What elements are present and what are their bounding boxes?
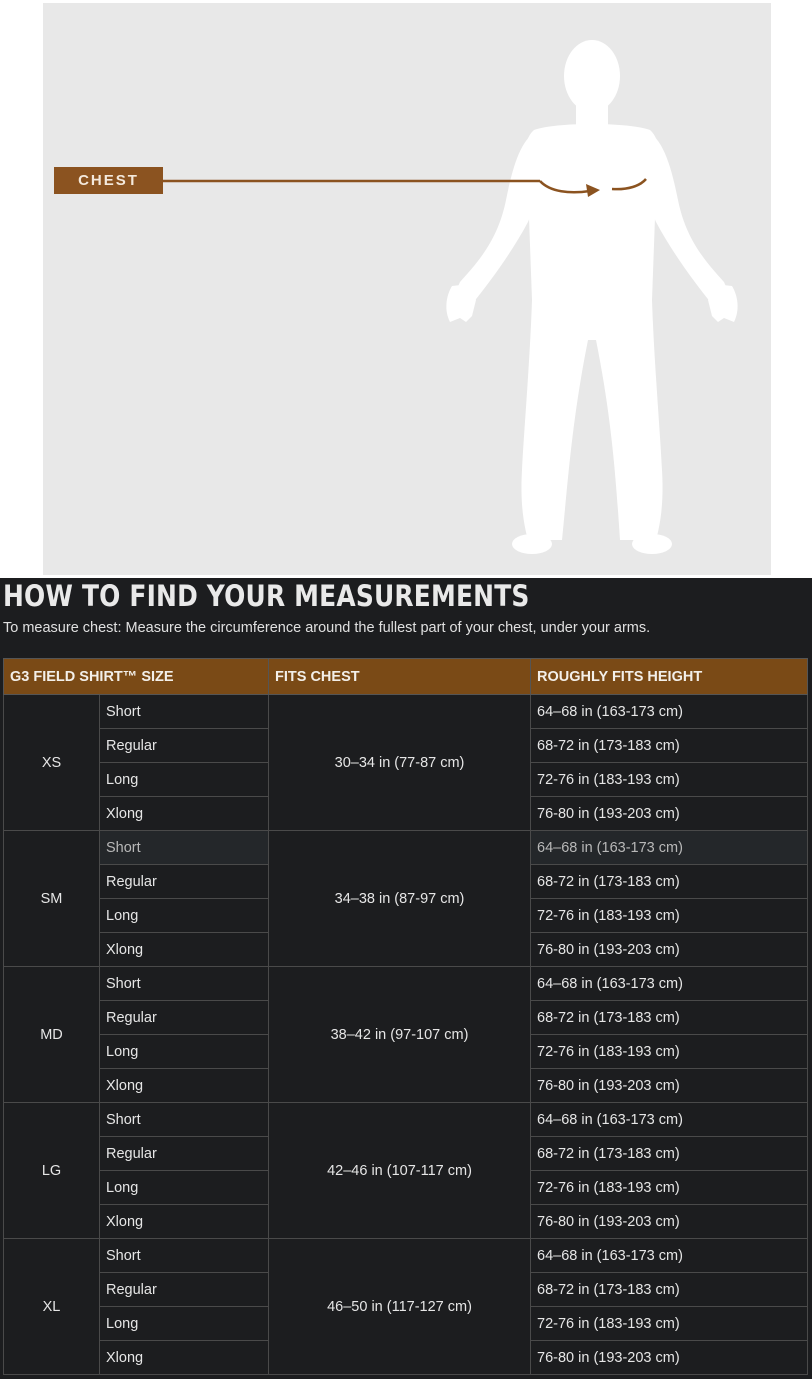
height-cell: 64–68 in (163-173 cm) bbox=[531, 1103, 808, 1137]
height-cell: 76-80 in (193-203 cm) bbox=[531, 933, 808, 967]
size-chart-body bbox=[4, 695, 808, 1375]
table-row bbox=[4, 1239, 808, 1273]
header-fits-height: ROUGHLY FITS HEIGHT bbox=[531, 659, 808, 695]
height-cell: 64–68 in (163-173 cm) bbox=[531, 831, 808, 865]
fit-cell: Short bbox=[100, 695, 269, 729]
size-cell: XS bbox=[4, 695, 100, 831]
height-cell: 72-76 in (183-193 cm) bbox=[531, 763, 808, 797]
chest-cell: 30–34 in (77-87 cm) bbox=[269, 695, 531, 831]
height-cell: 68-72 in (173-183 cm) bbox=[531, 1001, 808, 1035]
fit-cell: Long bbox=[100, 763, 269, 797]
size-cell: XL bbox=[4, 1239, 100, 1375]
size-chart-table bbox=[3, 658, 808, 1375]
fit-cell: Regular bbox=[100, 865, 269, 899]
height-cell: 64–68 in (163-173 cm) bbox=[531, 1239, 808, 1273]
height-cell: 72-76 in (183-193 cm) bbox=[531, 1307, 808, 1341]
table-row bbox=[4, 831, 808, 865]
height-cell: 64–68 in (163-173 cm) bbox=[531, 967, 808, 1001]
header-fits-chest: FITS CHEST bbox=[269, 659, 531, 695]
chest-cell: 46–50 in (117-127 cm) bbox=[269, 1239, 531, 1375]
measurement-illustration bbox=[0, 0, 812, 578]
height-cell: 68-72 in (173-183 cm) bbox=[531, 1137, 808, 1171]
chest-cell: 42–46 in (107-117 cm) bbox=[269, 1103, 531, 1239]
height-cell: 76-80 in (193-203 cm) bbox=[531, 1341, 808, 1375]
size-cell: SM bbox=[4, 831, 100, 967]
height-cell: 76-80 in (193-203 cm) bbox=[531, 797, 808, 831]
measurement-info-panel bbox=[0, 578, 812, 1379]
fit-cell: Short bbox=[100, 967, 269, 1001]
chest-cell: 34–38 in (87-97 cm) bbox=[269, 831, 531, 967]
table-row bbox=[4, 695, 808, 729]
fit-cell: Regular bbox=[100, 1273, 269, 1307]
fit-cell: Short bbox=[100, 1103, 269, 1137]
chest-label-tag: CHEST bbox=[54, 167, 163, 194]
size-cell: MD bbox=[4, 967, 100, 1103]
section-title: HOW TO FIND YOUR MEASUREMENTS bbox=[3, 579, 530, 613]
fit-cell: Long bbox=[100, 1171, 269, 1205]
header-size: G3 FIELD SHIRT™ SIZE bbox=[4, 659, 269, 695]
measure-description: To measure chest: Measure the circumference around the fullest part of your chest, under your arms. bbox=[3, 620, 651, 636]
fit-cell: Short bbox=[100, 831, 269, 865]
chest-cell: 38–42 in (97-107 cm) bbox=[269, 967, 531, 1103]
fit-cell: Xlong bbox=[100, 1341, 269, 1375]
height-cell: 64–68 in (163-173 cm) bbox=[531, 695, 808, 729]
fit-cell: Regular bbox=[100, 1137, 269, 1171]
fit-cell: Xlong bbox=[100, 797, 269, 831]
size-cell: LG bbox=[4, 1103, 100, 1239]
body-silhouette bbox=[446, 40, 737, 554]
height-cell: 72-76 in (183-193 cm) bbox=[531, 1035, 808, 1069]
fit-cell: Xlong bbox=[100, 1205, 269, 1239]
fit-cell: Xlong bbox=[100, 933, 269, 967]
height-cell: 68-72 in (173-183 cm) bbox=[531, 729, 808, 763]
table-header-row bbox=[4, 659, 808, 695]
fit-cell: Short bbox=[100, 1239, 269, 1273]
height-cell: 76-80 in (193-203 cm) bbox=[531, 1205, 808, 1239]
fit-cell: Xlong bbox=[100, 1069, 269, 1103]
fit-cell: Regular bbox=[100, 1001, 269, 1035]
fit-cell: Regular bbox=[100, 729, 269, 763]
height-cell: 72-76 in (183-193 cm) bbox=[531, 1171, 808, 1205]
height-cell: 76-80 in (193-203 cm) bbox=[531, 1069, 808, 1103]
height-cell: 68-72 in (173-183 cm) bbox=[531, 865, 808, 899]
table-row bbox=[4, 967, 808, 1001]
height-cell: 68-72 in (173-183 cm) bbox=[531, 1273, 808, 1307]
fit-cell: Long bbox=[100, 899, 269, 933]
fit-cell: Long bbox=[100, 1307, 269, 1341]
fit-cell: Long bbox=[100, 1035, 269, 1069]
table-row bbox=[4, 1103, 808, 1137]
body-silhouette-figure bbox=[0, 0, 812, 578]
height-cell: 72-76 in (183-193 cm) bbox=[531, 899, 808, 933]
